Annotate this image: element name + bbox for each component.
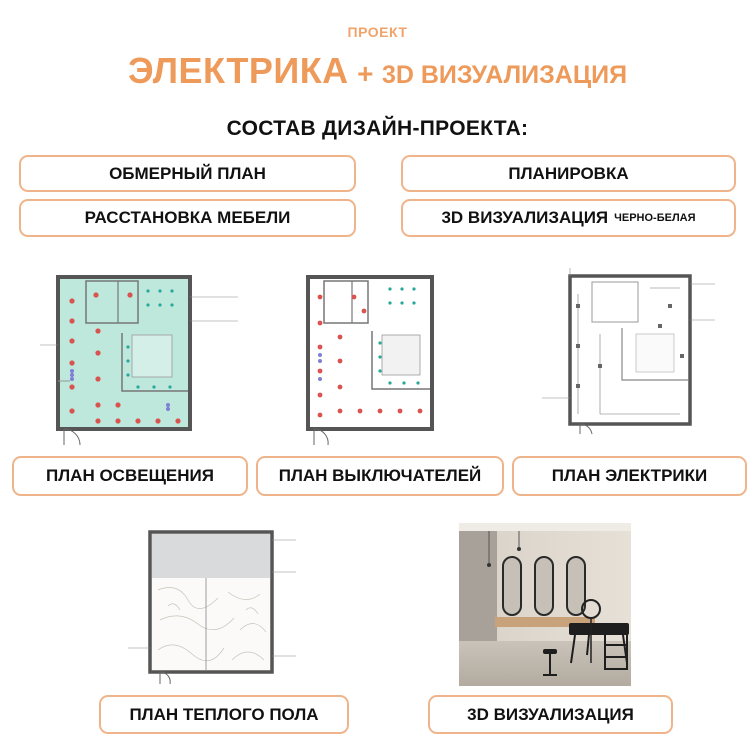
- title-sub: 3D ВИЗУАЛИЗАЦИЯ: [381, 61, 628, 89]
- gallery-3d-visualization: [428, 695, 673, 734]
- gallery-label: ПЛАН ОСВЕЩЕНИЯ: [46, 466, 214, 485]
- composition-label: РАССТАНОВКА МЕБЕЛИ: [84, 208, 291, 227]
- gallery-label: ПЛАН ВЫКЛЮЧАТЕЛЕЙ: [278, 466, 482, 485]
- gallery-electrical-plan: [512, 456, 747, 496]
- stool-seat: [543, 649, 557, 654]
- gallery-lighting-plan: [12, 456, 248, 496]
- 3d-render-image: [459, 523, 631, 686]
- lighting-plan-drawing: [38, 271, 248, 446]
- gallery-switches-plan: [256, 456, 504, 496]
- side-wall: [459, 523, 497, 651]
- gallery-label: ПЛАН ТЕПЛОГО ПОЛА: [129, 704, 319, 724]
- floor-grey-zone: [152, 534, 270, 578]
- gallery-label: 3D ВИЗУАЛИЗАЦИЯ: [467, 704, 634, 724]
- composition-label: ПЛАНИРОВКА: [508, 163, 629, 183]
- heated-floor-plan-drawing: [128, 520, 298, 685]
- gallery-label: ПЛАН ЭЛЕКТРИКИ: [551, 466, 708, 485]
- composition-furniture: [19, 199, 356, 237]
- electrical-plan-drawing: [540, 264, 720, 434]
- composition-layout: [401, 155, 736, 192]
- switches-plan-drawing: [290, 271, 455, 446]
- gallery-heated-floor-plan: [99, 695, 349, 734]
- page-title: [0, 50, 755, 92]
- composition-measurement-plan: [19, 155, 356, 192]
- composition-label: ОБМЕРНЫЙ ПЛАН: [109, 163, 266, 183]
- oval-mirrors: [503, 557, 585, 615]
- title-main: ЭЛЕКТРИКА: [127, 50, 349, 91]
- composition-note: ЧЕРНО-БЕЛАЯ: [614, 212, 696, 224]
- section-title: СОСТАВ ДИЗАЙН-ПРОЕКТА:: [226, 117, 529, 140]
- project-eyebrow: ПРОЕКТ: [347, 24, 408, 40]
- composition-label: 3D ВИЗУАЛИЗАЦИЯ: [441, 208, 609, 227]
- composition-3d-bw: [401, 199, 736, 237]
- title-plus: +: [357, 58, 374, 89]
